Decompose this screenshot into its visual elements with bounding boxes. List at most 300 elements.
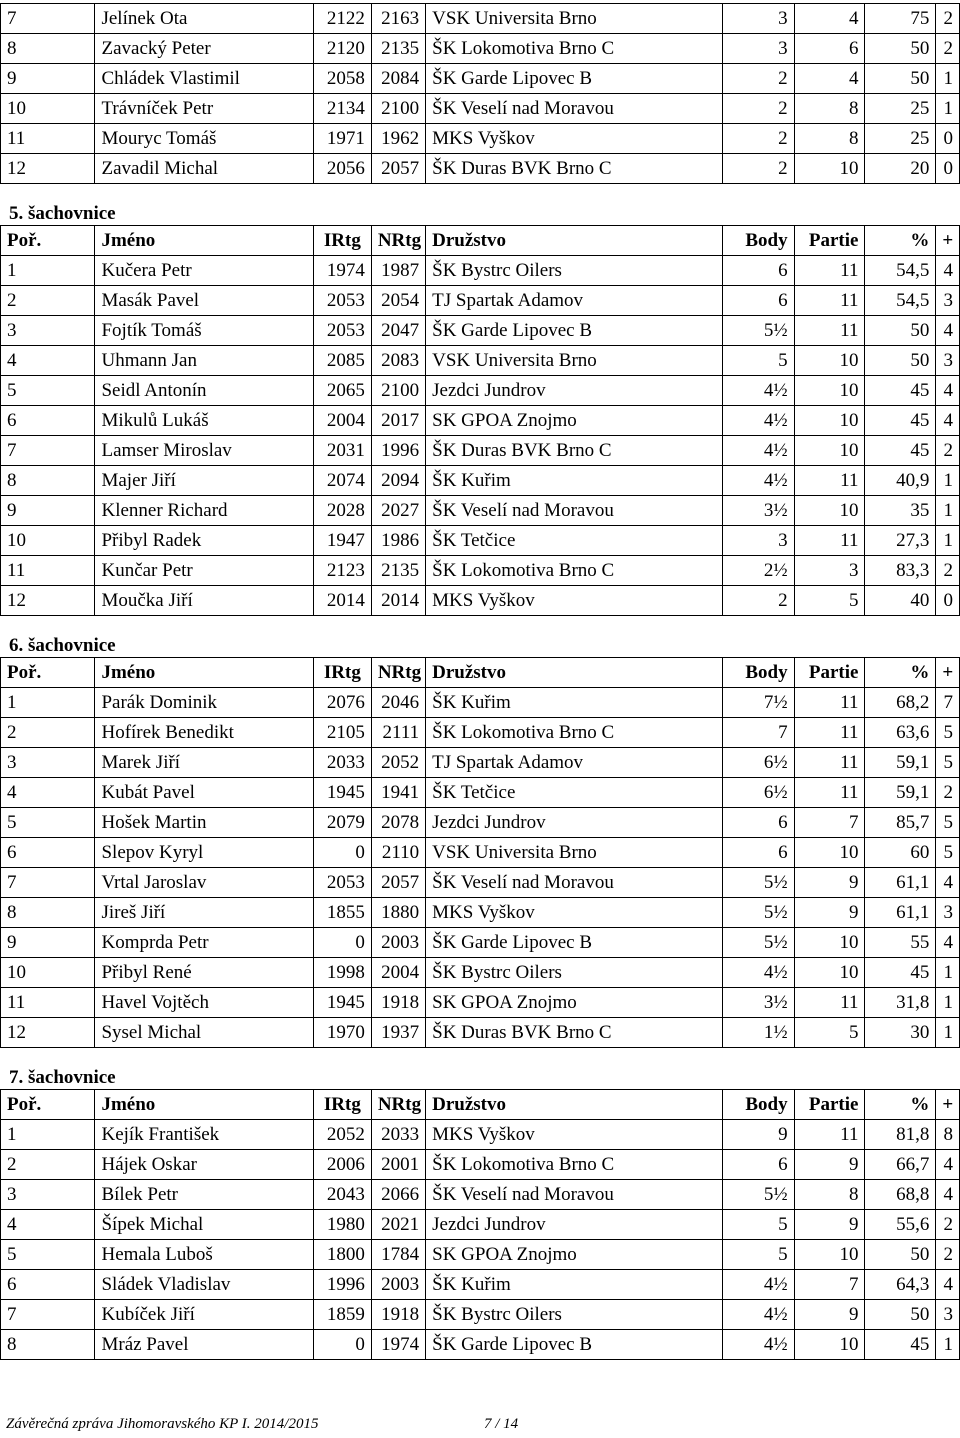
table-cell: 4: [1, 1210, 95, 1240]
table-cell: 1: [936, 526, 960, 556]
results-table: [0, 3, 960, 184]
table-cell: ŠK Kuřim: [426, 1270, 722, 1300]
table-cell: 2003: [371, 928, 425, 958]
column-header: Jméno: [95, 658, 313, 688]
table-cell: Trávníček Petr: [95, 94, 313, 124]
table-cell: 1970: [313, 1018, 371, 1048]
table-cell: 20: [865, 154, 936, 184]
table-cell: 5: [794, 586, 865, 616]
table-cell: 12: [1, 154, 95, 184]
table-cell: Jezdci Jundrov: [426, 1210, 722, 1240]
table-cell: 1880: [371, 898, 425, 928]
table-row: [1, 316, 960, 346]
table-cell: Jezdci Jundrov: [426, 808, 722, 838]
table-cell: 11: [1, 556, 95, 586]
table-cell: 4: [794, 4, 865, 34]
table-cell: Sládek Vladislav: [95, 1270, 313, 1300]
table-cell: 11: [794, 466, 865, 496]
table-cell: ŠK Garde Lipovec B: [426, 64, 722, 94]
table-cell: Moučka Jiří: [95, 586, 313, 616]
table-cell: 50: [865, 64, 936, 94]
table-cell: 4½: [722, 1300, 794, 1330]
table-cell: Kubíček Jiří: [95, 1300, 313, 1330]
table-cell: 7: [722, 718, 794, 748]
table-cell: 5½: [722, 868, 794, 898]
table-cell: 11: [794, 778, 865, 808]
table-cell: 1: [936, 466, 960, 496]
table-cell: Vrtal Jaroslav: [95, 868, 313, 898]
table-cell: 2043: [313, 1180, 371, 1210]
table-cell: 7: [1, 1300, 95, 1330]
table-cell: Komprda Petr: [95, 928, 313, 958]
table-cell: 10: [794, 1330, 865, 1360]
table-cell: 2: [936, 778, 960, 808]
column-header: Body: [722, 1090, 794, 1120]
table-cell: Zavacký Peter: [95, 34, 313, 64]
table-cell: 55: [865, 928, 936, 958]
column-header: %: [865, 658, 936, 688]
table-cell: 2084: [371, 64, 425, 94]
table-cell: 1918: [371, 1300, 425, 1330]
table-cell: 2017: [371, 406, 425, 436]
table-cell: 2: [936, 1210, 960, 1240]
table-cell: Kučera Petr: [95, 256, 313, 286]
column-header: Partie: [794, 658, 865, 688]
table-cell: Sysel Michal: [95, 1018, 313, 1048]
table-cell: 5: [936, 748, 960, 778]
table-cell: 1996: [371, 436, 425, 466]
table-cell: ŠK Bystrc Oilers: [426, 1300, 722, 1330]
table-cell: 2006: [313, 1150, 371, 1180]
table-cell: Přibyl Radek: [95, 526, 313, 556]
table-cell: 6: [722, 286, 794, 316]
table-cell: Hemala Luboš: [95, 1240, 313, 1270]
column-header: Družstvo: [426, 658, 722, 688]
table-cell: 2004: [313, 406, 371, 436]
table-cell: 50: [865, 34, 936, 64]
results-table: [0, 1089, 960, 1360]
table-cell: 0: [936, 154, 960, 184]
section-title: 6. šachovnice: [9, 635, 116, 656]
column-header: Družstvo: [426, 1090, 722, 1120]
table-cell: 2047: [371, 316, 425, 346]
table-cell: 5: [722, 1210, 794, 1240]
table-cell: 5: [794, 1018, 865, 1048]
table-cell: 2066: [371, 1180, 425, 1210]
table-cell: 11: [1, 988, 95, 1018]
table-cell: 2033: [371, 1120, 425, 1150]
table-cell: 1½: [722, 1018, 794, 1048]
table-cell: 35: [865, 496, 936, 526]
table-cell: 6: [794, 34, 865, 64]
table-cell: 2052: [313, 1120, 371, 1150]
table-cell: 12: [1, 586, 95, 616]
table-cell: Jezdci Jundrov: [426, 376, 722, 406]
table-cell: Chládek Vlastimil: [95, 64, 313, 94]
column-header: Poř.: [1, 226, 95, 256]
table-cell: ŠK Garde Lipovec B: [426, 928, 722, 958]
table-cell: 4½: [722, 376, 794, 406]
table-cell: ŠK Veselí nad Moravou: [426, 1180, 722, 1210]
table-row: [1, 1300, 960, 1330]
table-cell: 4: [1, 778, 95, 808]
table-row: [1, 748, 960, 778]
table-cell: 2058: [313, 64, 371, 94]
table-cell: 54,5: [865, 256, 936, 286]
table-cell: MKS Vyškov: [426, 898, 722, 928]
table-cell: ŠK Garde Lipovec B: [426, 316, 722, 346]
table-cell: 1800: [313, 1240, 371, 1270]
table-cell: 0: [313, 928, 371, 958]
table-row: [1, 838, 960, 868]
table-cell: 10: [794, 838, 865, 868]
table-cell: 61,1: [865, 868, 936, 898]
table-row: [1, 256, 960, 286]
table-cell: Šípek Michal: [95, 1210, 313, 1240]
column-header: +: [936, 658, 960, 688]
column-header: +: [936, 226, 960, 256]
table-cell: 7: [794, 808, 865, 838]
table-cell: 8: [936, 1120, 960, 1150]
table-cell: 6: [1, 406, 95, 436]
footer-page-number: 7 / 14: [484, 1416, 519, 1432]
table-cell: 2123: [313, 556, 371, 586]
table-cell: 6: [722, 808, 794, 838]
table-cell: 5: [722, 1240, 794, 1270]
table-cell: 2: [722, 64, 794, 94]
table-cell: 68,2: [865, 688, 936, 718]
table-cell: 27,3: [865, 526, 936, 556]
table-cell: 75: [865, 4, 936, 34]
table-row: [1, 1180, 960, 1210]
table-cell: 2004: [371, 958, 425, 988]
table-cell: 2100: [371, 94, 425, 124]
table-cell: Bílek Petr: [95, 1180, 313, 1210]
table-cell: 11: [794, 286, 865, 316]
table-cell: 4: [936, 316, 960, 346]
table-cell: 0: [313, 1330, 371, 1360]
table-cell: SK GPOA Znojmo: [426, 988, 722, 1018]
table-cell: ŠK Garde Lipovec B: [426, 1330, 722, 1360]
table-cell: Slepov Kyryl: [95, 838, 313, 868]
table-cell: 2110: [371, 838, 425, 868]
table-cell: 2033: [313, 748, 371, 778]
table-cell: ŠK Tetčice: [426, 778, 722, 808]
table-cell: 0: [936, 124, 960, 154]
table-cell: 2054: [371, 286, 425, 316]
table-row: [1, 376, 960, 406]
table-cell: 4: [936, 1180, 960, 1210]
table-cell: Lamser Miroslav: [95, 436, 313, 466]
table-cell: 54,5: [865, 286, 936, 316]
table-cell: Jelínek Ota: [95, 4, 313, 34]
table-cell: 1: [936, 988, 960, 1018]
table-row: [1, 1150, 960, 1180]
table-cell: 5½: [722, 898, 794, 928]
table-cell: 2100: [371, 376, 425, 406]
table-cell: 2: [1, 286, 95, 316]
table-cell: Uhmann Jan: [95, 346, 313, 376]
table-cell: 2079: [313, 808, 371, 838]
table-cell: 1: [1, 1120, 95, 1150]
table-cell: 1974: [313, 256, 371, 286]
column-header: Body: [722, 226, 794, 256]
table-cell: 10: [794, 154, 865, 184]
table-cell: 0: [936, 586, 960, 616]
table-cell: Hofírek Benedikt: [95, 718, 313, 748]
table-cell: 66,7: [865, 1150, 936, 1180]
document-body: [0, 3, 960, 1360]
table-cell: Parák Dominik: [95, 688, 313, 718]
table-cell: 40,9: [865, 466, 936, 496]
table-cell: 5½: [722, 1180, 794, 1210]
table-cell: 3: [936, 898, 960, 928]
table-cell: 2: [1, 1150, 95, 1180]
table-cell: 11: [794, 988, 865, 1018]
table-cell: 10: [794, 376, 865, 406]
table-cell: 3: [1, 316, 95, 346]
table-cell: 6½: [722, 748, 794, 778]
table-cell: 6: [722, 256, 794, 286]
table-cell: MKS Vyškov: [426, 586, 722, 616]
table-row: [1, 4, 960, 34]
table-cell: ŠK Duras BVK Brno C: [426, 436, 722, 466]
section-title: 7. šachovnice: [9, 1067, 116, 1088]
table-row: [1, 94, 960, 124]
table-cell: 3: [936, 346, 960, 376]
table-cell: 5: [936, 718, 960, 748]
table-cell: 5: [936, 808, 960, 838]
table-cell: 2074: [313, 466, 371, 496]
table-cell: Kejík František: [95, 1120, 313, 1150]
table-cell: Klenner Richard: [95, 496, 313, 526]
table-cell: 2057: [371, 154, 425, 184]
table-cell: 2003: [371, 1270, 425, 1300]
table-cell: 2163: [371, 4, 425, 34]
table-cell: 2076: [313, 688, 371, 718]
table-cell: 1: [1, 256, 95, 286]
table-cell: 59,1: [865, 748, 936, 778]
table-cell: 11: [1, 124, 95, 154]
table-cell: 1784: [371, 1240, 425, 1270]
column-header: NRtg: [371, 226, 425, 256]
table-row: [1, 34, 960, 64]
table-cell: Kunčar Petr: [95, 556, 313, 586]
table-cell: 50: [865, 1240, 936, 1270]
table-cell: 3: [936, 1300, 960, 1330]
table-cell: Zavadil Michal: [95, 154, 313, 184]
table-cell: 9: [722, 1120, 794, 1150]
table-cell: 2: [936, 436, 960, 466]
table-cell: 4½: [722, 466, 794, 496]
table-cell: 4: [936, 868, 960, 898]
table-row: [1, 286, 960, 316]
table-cell: 2½: [722, 556, 794, 586]
table-cell: 2: [1, 718, 95, 748]
table-row: [1, 1330, 960, 1360]
table-cell: 1962: [371, 124, 425, 154]
table-cell: 9: [1, 928, 95, 958]
table-cell: 2120: [313, 34, 371, 64]
table-cell: 12: [1, 1018, 95, 1048]
table-cell: 9: [794, 1150, 865, 1180]
table-cell: 10: [1, 94, 95, 124]
table-cell: Mouryc Tomáš: [95, 124, 313, 154]
table-row: [1, 1018, 960, 1048]
table-cell: 45: [865, 1330, 936, 1360]
table-cell: 2085: [313, 346, 371, 376]
table-cell: 2027: [371, 496, 425, 526]
table-row: [1, 778, 960, 808]
table-cell: 7½: [722, 688, 794, 718]
table-row: [1, 1240, 960, 1270]
table-cell: 2: [722, 124, 794, 154]
table-cell: 61,1: [865, 898, 936, 928]
table-cell: 4½: [722, 1330, 794, 1360]
table-cell: 2111: [371, 718, 425, 748]
table-cell: ŠK Lokomotiva Brno C: [426, 1150, 722, 1180]
table-cell: 1918: [371, 988, 425, 1018]
table-cell: 11: [794, 748, 865, 778]
table-cell: 10: [794, 958, 865, 988]
table-cell: Havel Vojtěch: [95, 988, 313, 1018]
table-cell: 4: [936, 256, 960, 286]
table-cell: 8: [1, 34, 95, 64]
table-cell: 9: [1, 496, 95, 526]
table-cell: Marek Jiří: [95, 748, 313, 778]
column-header: Poř.: [1, 1090, 95, 1120]
table-cell: 9: [794, 1300, 865, 1330]
table-cell: VSK Universita Brno: [426, 346, 722, 376]
table-cell: 2: [936, 34, 960, 64]
table-cell: 63,6: [865, 718, 936, 748]
table-row: [1, 496, 960, 526]
footer-report-title: Závěrečná zpráva Jihomoravského KP I. 2014/2015: [6, 1416, 319, 1432]
table-cell: 2053: [313, 286, 371, 316]
table-cell: 0: [313, 838, 371, 868]
table-cell: Hájek Oskar: [95, 1150, 313, 1180]
table-cell: VSK Universita Brno: [426, 4, 722, 34]
table-cell: 10: [794, 406, 865, 436]
table-cell: 1: [936, 64, 960, 94]
table-cell: 11: [794, 526, 865, 556]
table-cell: 2031: [313, 436, 371, 466]
table-cell: MKS Vyškov: [426, 1120, 722, 1150]
table-cell: 8: [1, 1330, 95, 1360]
table-cell: Masák Pavel: [95, 286, 313, 316]
table-cell: 2: [722, 586, 794, 616]
table-cell: 4: [1, 346, 95, 376]
table-cell: 9: [794, 898, 865, 928]
table-cell: 2014: [371, 586, 425, 616]
table-cell: 1: [936, 496, 960, 526]
table-header-row: [1, 226, 960, 256]
table-cell: 5: [936, 838, 960, 868]
table-header-row: [1, 658, 960, 688]
table-cell: 7: [794, 1270, 865, 1300]
column-header: IRtg: [313, 658, 371, 688]
table-cell: 2094: [371, 466, 425, 496]
table-cell: ŠK Veselí nad Moravou: [426, 868, 722, 898]
table-cell: 5: [722, 346, 794, 376]
table-row: [1, 346, 960, 376]
table-cell: 4: [936, 406, 960, 436]
table-cell: ŠK Veselí nad Moravou: [426, 496, 722, 526]
table-cell: 1941: [371, 778, 425, 808]
table-cell: 8: [1, 898, 95, 928]
table-cell: 1980: [313, 1210, 371, 1240]
table-cell: ŠK Lokomotiva Brno C: [426, 34, 722, 64]
table-cell: 11: [794, 316, 865, 346]
table-cell: 2134: [313, 94, 371, 124]
table-cell: 1945: [313, 778, 371, 808]
table-cell: 4: [936, 1270, 960, 1300]
table-row: [1, 988, 960, 1018]
table-row: [1, 406, 960, 436]
column-header: Poř.: [1, 658, 95, 688]
table-cell: 3½: [722, 496, 794, 526]
table-cell: 3: [1, 1180, 95, 1210]
table-row: [1, 898, 960, 928]
table-cell: 2: [936, 4, 960, 34]
table-cell: 5: [1, 808, 95, 838]
table-cell: 8: [1, 466, 95, 496]
table-cell: 11: [794, 718, 865, 748]
table-cell: 83,3: [865, 556, 936, 586]
table-cell: 45: [865, 958, 936, 988]
table-cell: 10: [794, 496, 865, 526]
table-row: [1, 958, 960, 988]
table-row: [1, 586, 960, 616]
table-cell: 2057: [371, 868, 425, 898]
table-cell: ŠK Tetčice: [426, 526, 722, 556]
table-cell: 2053: [313, 868, 371, 898]
table-cell: 2: [936, 1240, 960, 1270]
table-cell: Kubát Pavel: [95, 778, 313, 808]
table-cell: 9: [1, 64, 95, 94]
table-cell: ŠK Bystrc Oilers: [426, 256, 722, 286]
table-cell: 1: [936, 1330, 960, 1360]
table-cell: TJ Spartak Adamov: [426, 748, 722, 778]
table-cell: 1: [1, 688, 95, 718]
column-header: Body: [722, 658, 794, 688]
table-cell: 10: [794, 1240, 865, 1270]
table-cell: 2056: [313, 154, 371, 184]
table-cell: 2078: [371, 808, 425, 838]
table-cell: 10: [794, 346, 865, 376]
column-header: %: [865, 226, 936, 256]
table-cell: 11: [794, 1120, 865, 1150]
table-cell: 2065: [313, 376, 371, 406]
column-header: Partie: [794, 1090, 865, 1120]
table-cell: 2: [722, 154, 794, 184]
table-cell: 5: [1, 376, 95, 406]
table-cell: Fojtík Tomáš: [95, 316, 313, 346]
table-row: [1, 64, 960, 94]
table-cell: 1945: [313, 988, 371, 1018]
table-cell: 8: [794, 1180, 865, 1210]
table-cell: 5½: [722, 928, 794, 958]
table-cell: 4½: [722, 406, 794, 436]
table-cell: 2122: [313, 4, 371, 34]
table-cell: 10: [794, 436, 865, 466]
table-cell: 11: [794, 256, 865, 286]
table-cell: 2135: [371, 556, 425, 586]
table-cell: 2: [936, 556, 960, 586]
table-cell: 3: [722, 526, 794, 556]
table-cell: ŠK Kuřim: [426, 688, 722, 718]
table-cell: 1986: [371, 526, 425, 556]
